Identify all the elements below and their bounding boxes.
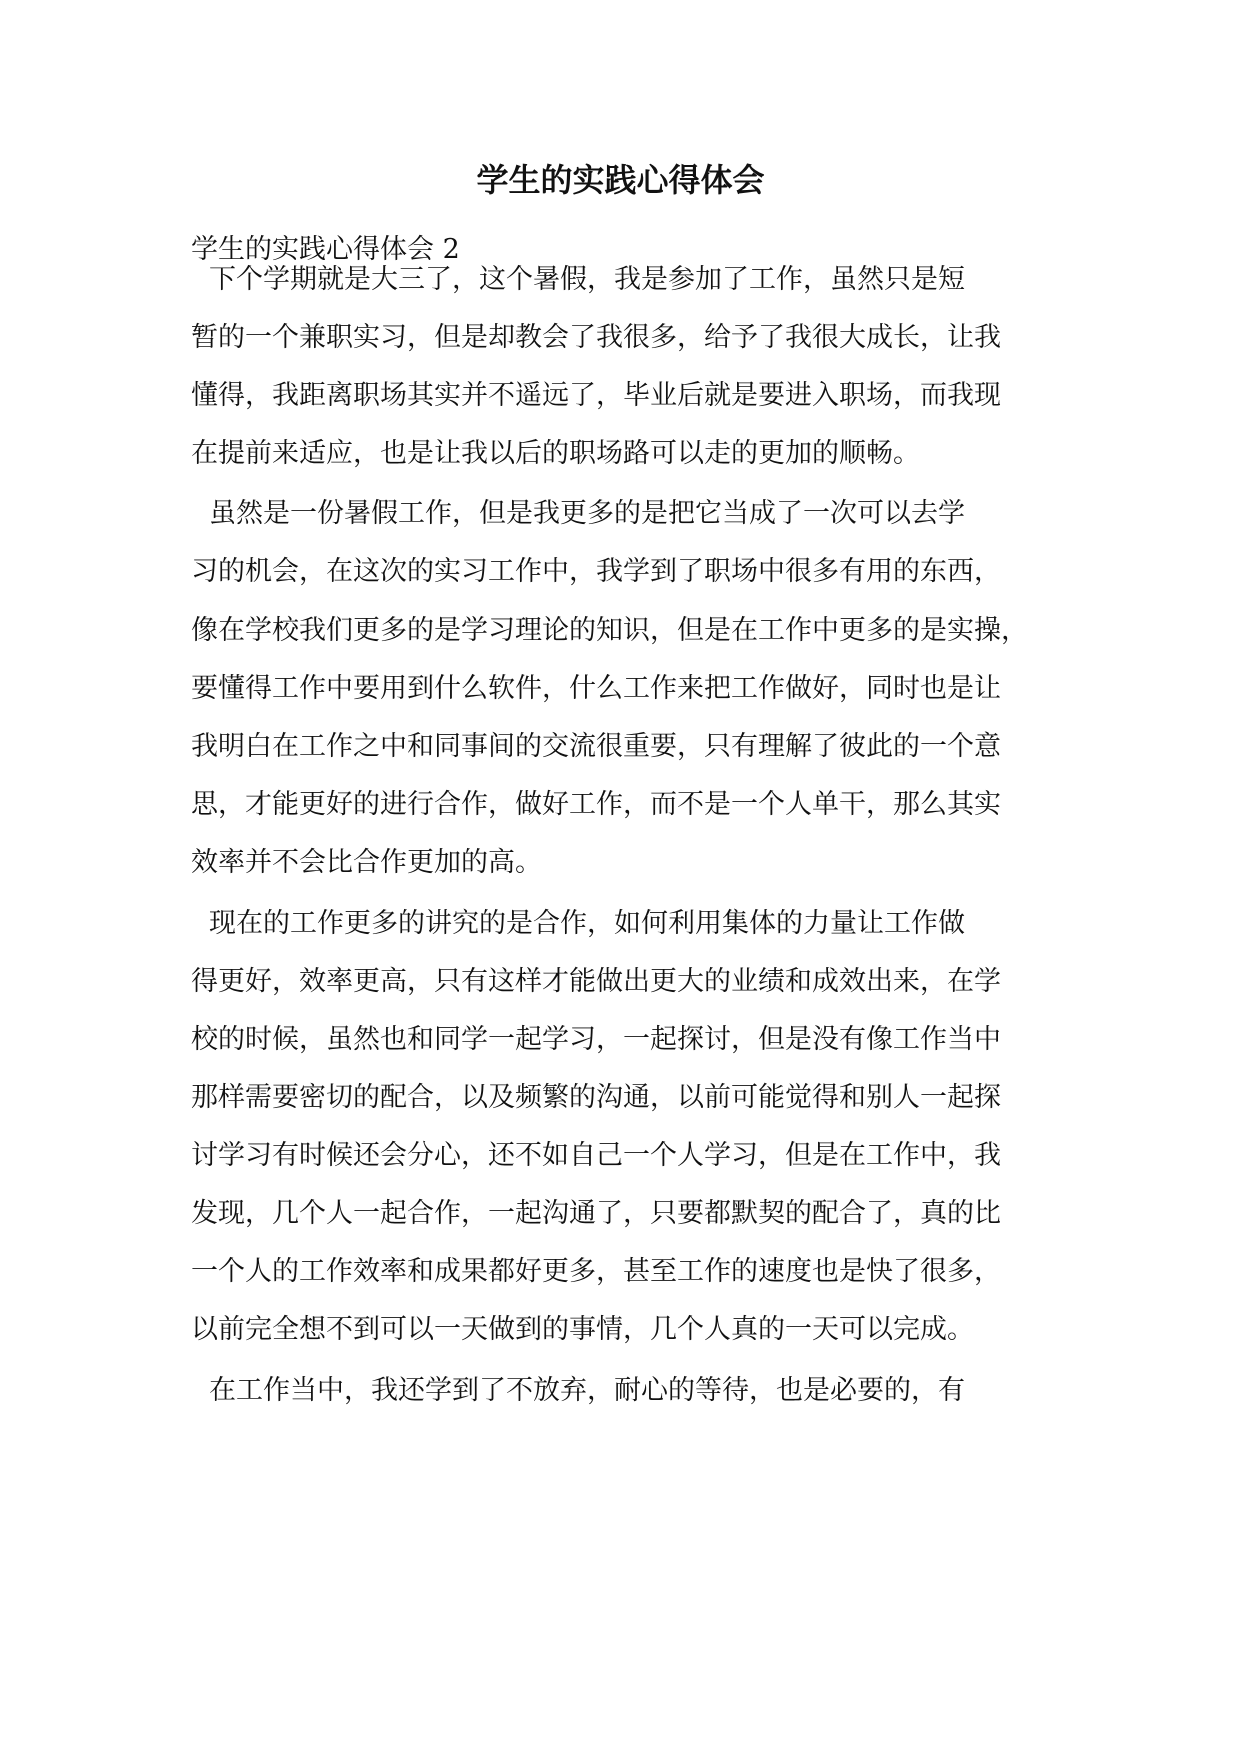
paragraph-3-line-6: 发现，几个人一起合作，一起沟通了，只要都默契的配合了，真的比 bbox=[191, 1198, 1001, 1229]
paragraph-2-line-5: 我明白在工作之中和同事间的交流很重要，只有理解了彼此的一个意 bbox=[191, 731, 1001, 762]
paragraph-3-line-3: 校的时候，虽然也和同学一起学习，一起探讨，但是没有像工作当中 bbox=[191, 1024, 1001, 1055]
paragraph-3-line-7: 一个人的工作效率和成果都好更多，甚至工作的速度也是快了很多， bbox=[191, 1256, 1001, 1287]
paragraph-1-line-1: 下个学期就是大三了，这个暑假，我是参加了工作，虽然只是短 bbox=[209, 264, 965, 295]
paragraph-3-line-5: 讨学习有时候还会分心，还不如自己一个人学习，但是在工作中，我 bbox=[191, 1140, 1001, 1171]
document-subtitle: 学生的实践心得体会 2 bbox=[191, 234, 460, 265]
document-title: 学生的实践心得体会 bbox=[476, 161, 765, 199]
paragraph-3-line-8: 以前完全想不到可以一天做到的事情，几个人真的一天可以完成。 bbox=[191, 1314, 974, 1345]
paragraph-2-line-7: 效率并不会比合作更加的高。 bbox=[191, 847, 542, 878]
paragraph-3-line-4: 那样需要密切的配合，以及频繁的沟通，以前可能觉得和别人一起探 bbox=[191, 1082, 1001, 1113]
paragraph-2-line-4: 要懂得工作中要用到什么软件，什么工作来把工作做好，同时也是让 bbox=[191, 673, 1001, 704]
paragraph-3-line-2: 得更好，效率更高，只有这样才能做出更大的业绩和成效出来，在学 bbox=[191, 966, 1001, 997]
paragraph-1-line-2: 暂的一个兼职实习，但是却教会了我很多，给予了我很大成长，让我 bbox=[191, 322, 1001, 353]
paragraph-4-line-1: 在工作当中，我还学到了不放弃，耐心的等待，也是必要的，有 bbox=[209, 1375, 965, 1406]
paragraph-2-line-1: 虽然是一份暑假工作，但是我更多的是把它当成了一次可以去学 bbox=[209, 498, 965, 529]
paragraph-2-line-2: 习的机会，在这次的实习工作中，我学到了职场中很多有用的东西， bbox=[191, 556, 1001, 587]
paragraph-1-line-3: 懂得，我距离职场其实并不遥远了，毕业后就是要进入职场，而我现 bbox=[191, 380, 1001, 411]
paragraph-2-line-6: 思，才能更好的进行合作，做好工作，而不是一个人单干，那么其实 bbox=[191, 789, 1001, 820]
paragraph-2-line-3: 像在学校我们更多的是学习理论的知识，但是在工作中更多的是实操， bbox=[191, 615, 1028, 646]
paragraph-3-line-1: 现在的工作更多的讲究的是合作，如何利用集体的力量让工作做 bbox=[209, 908, 965, 939]
paragraph-1-line-4: 在提前来适应，也是让我以后的职场路可以走的更加的顺畅。 bbox=[191, 438, 920, 469]
